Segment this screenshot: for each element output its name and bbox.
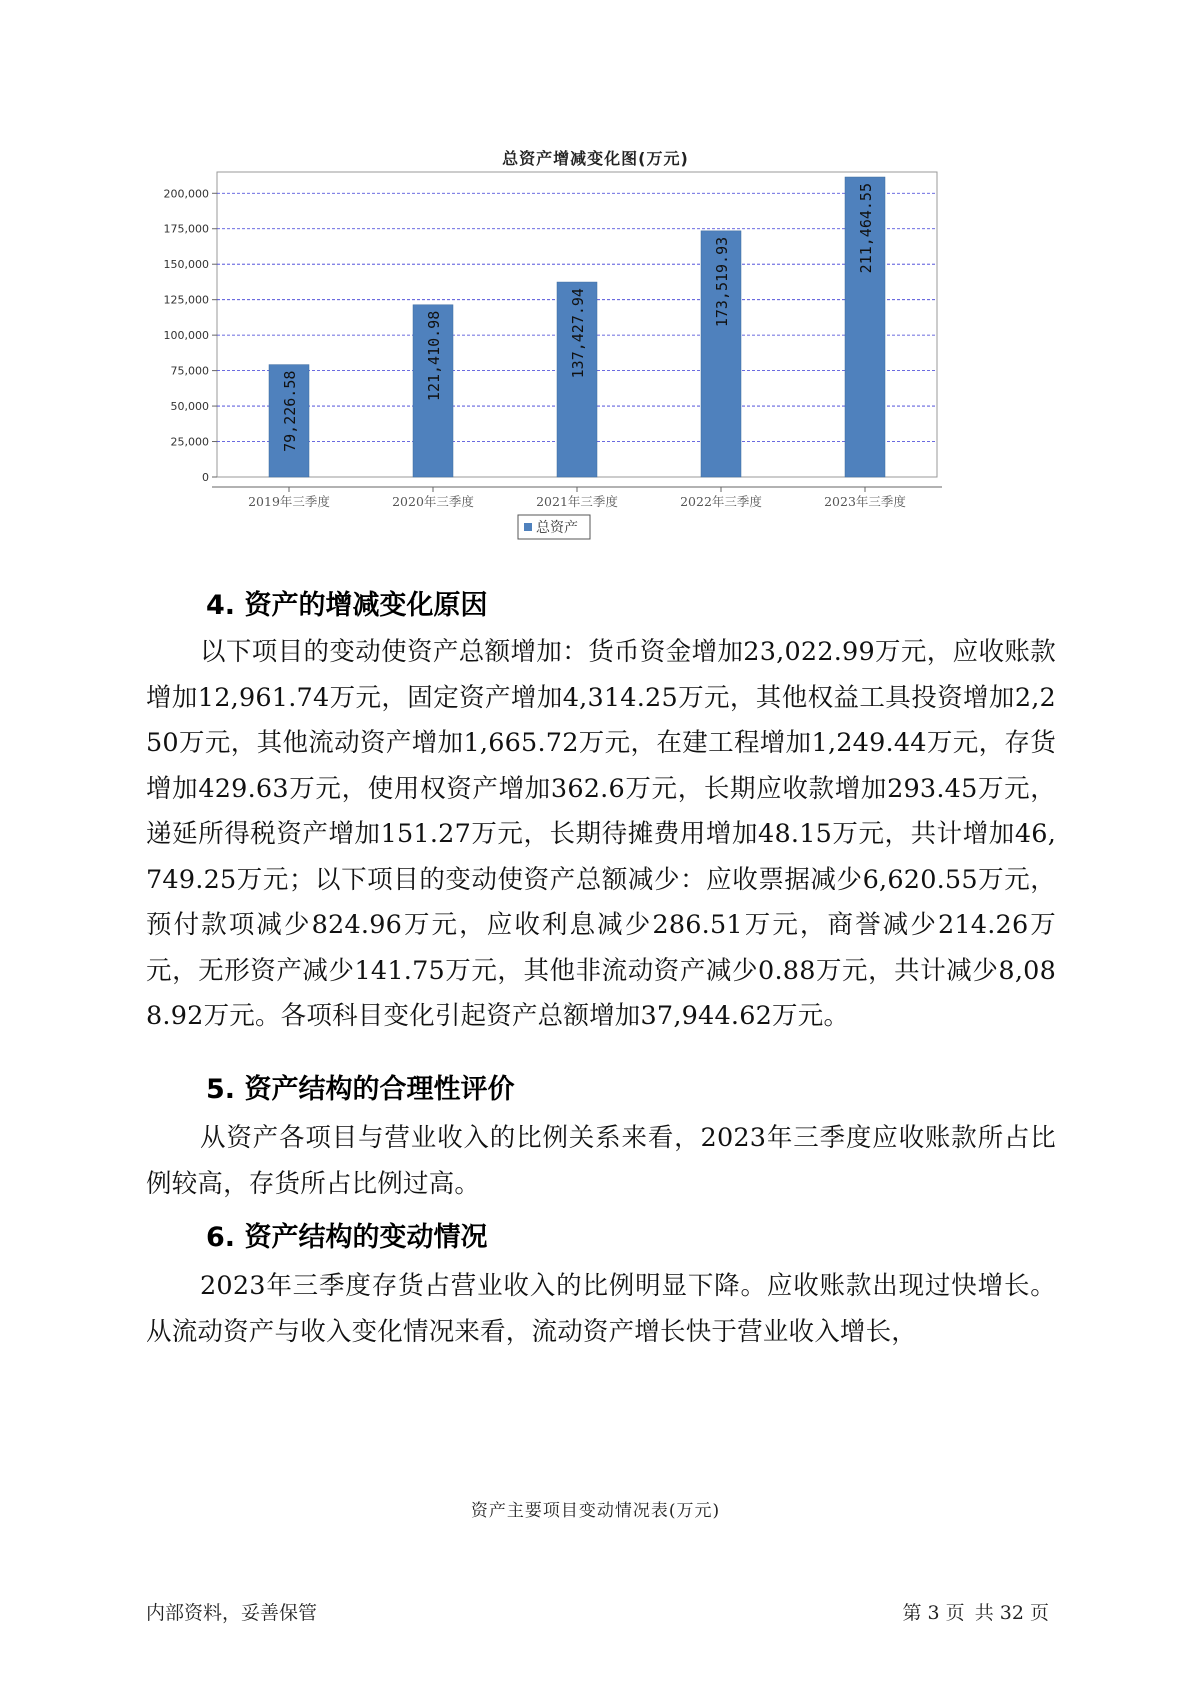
y-tick-label: 125,000	[163, 293, 209, 307]
bar-value-label: 121,410.98	[425, 310, 443, 402]
y-tick-label: 0	[202, 471, 209, 484]
page-label: 第 3 页	[902, 1602, 965, 1624]
section-heading-6: 6. 资产结构的变动情况	[206, 1222, 488, 1253]
y-axis	[164, 187, 218, 484]
y-tick-label: 150,000	[163, 258, 209, 272]
y-tick-label: 75,000	[170, 364, 209, 378]
section-paragraph-4: 以下项目的变动使资产总额增加：货币资金增加23,022.99万元，应收账款增加12,961.74万元，固定资产增加4,314.25万元，其他权益工具投资增加2,250万元，其他流动资产增加1,665.72万元，在建工程增加1,249.44万元，存货增加429.63万元，使用权资产增加362.6万元，长期应收款增加293.45万元，递延所得税资产增加151.27万元，长期待摊费用增加48.15万元，共计增加46,749.25万元；以下项目的变动使资产总额减少：应收票据减少6,620.55万元，预付款项减少824.96万元，应收利息减少286.51万元，商誉减少214.26万元，无形资产减少141.75万元，其他非流动资产减少0.88万元，共计减少8,088.92万元。各项科目变化引起资产总额增加37,944.62万元。	[146, 637, 1056, 1031]
bar-value-label: 79,226.58	[281, 370, 299, 452]
x-tick-label: 2023年三季度	[824, 494, 906, 509]
page-number	[901, 1598, 1051, 1625]
x-tick-label: 2019年三季度	[248, 494, 330, 509]
bar-value-label: 211,464.55	[857, 183, 875, 274]
chart-legend	[518, 515, 590, 539]
bar-value-label: 137,427.94	[569, 288, 587, 379]
section-heading-4: 4. 资产的增减变化原因	[206, 590, 488, 621]
legend-swatch	[524, 523, 532, 531]
section-heading-5: 5. 资产结构的合理性评价	[206, 1074, 515, 1105]
y-tick-label: 50,000	[170, 400, 209, 414]
total-pages-label: 共 32 页	[974, 1602, 1049, 1624]
section-paragraph-5: 从资产各项目与营业收入的比例关系来看，2023年三季度应收账款所占比例较高，存货所占比例过高。	[146, 1123, 1056, 1199]
table-caption: 资产主要项目变动情况表(万元)	[470, 1501, 721, 1521]
x-tick-label: 2022年三季度	[680, 494, 762, 509]
chart-title: 总资产增减变化图(万元)	[502, 149, 689, 168]
y-tick-label: 175,000	[163, 222, 209, 236]
x-tick-label: 2021年三季度	[536, 494, 618, 509]
x-tick-label: 2020年三季度	[392, 494, 474, 509]
y-tick-label: 25,000	[170, 435, 209, 449]
legend-label: 总资产	[536, 520, 578, 536]
bar-chart	[140, 170, 960, 550]
footer-note: 内部资料，妥善保管	[146, 1602, 318, 1624]
x-axis	[212, 487, 942, 509]
bar-value-label: 173,519.93	[713, 236, 731, 328]
y-tick-label: 200,000	[163, 187, 209, 201]
section-paragraph-6: 2023年三季度存货占营业收入的比例明显下降。应收账款出现过快增长。从流动资产与收入变化情况来看，流动资产增长快于营业收入增长，	[146, 1271, 1056, 1347]
y-tick-label: 100,000	[163, 329, 209, 343]
